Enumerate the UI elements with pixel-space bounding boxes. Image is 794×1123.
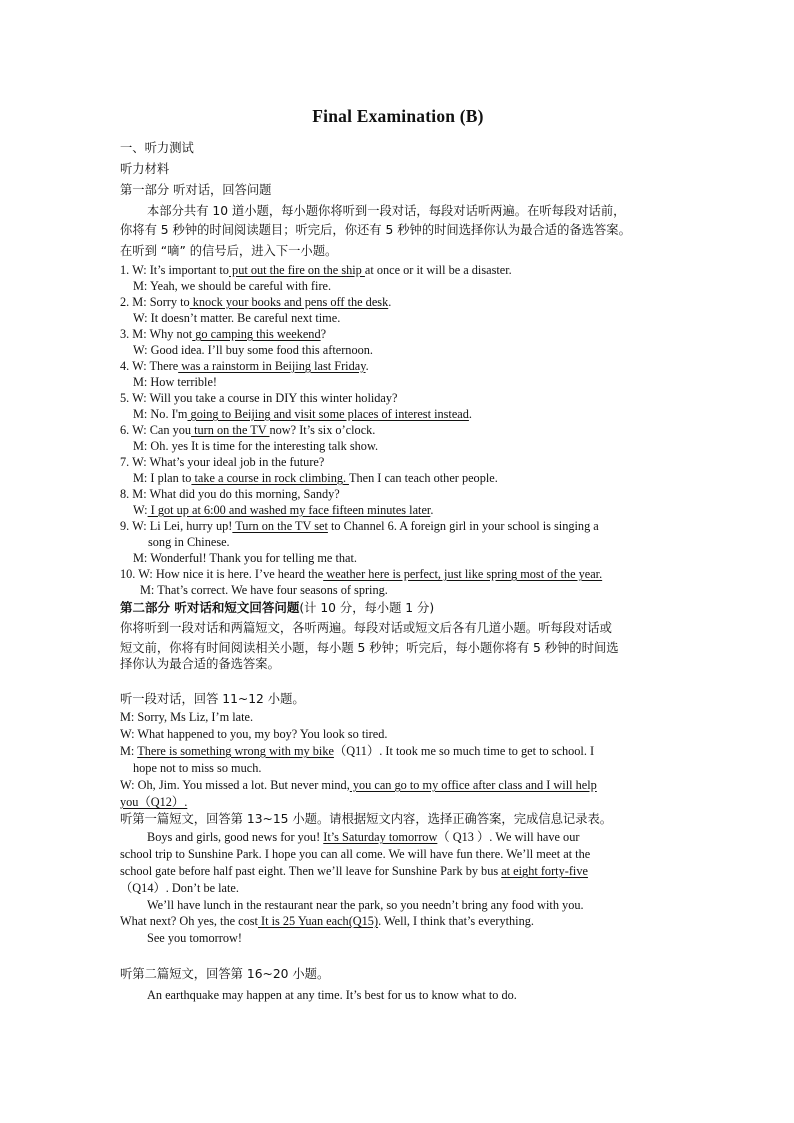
dialogue-line: M: I plan to take a course in rock climbing. Then I can teach other people. <box>133 471 498 485</box>
dialogue-line: W: What happened to you, my boy? You look so tired. <box>120 727 388 741</box>
exam-title: Final Examination (B) <box>312 106 484 126</box>
dialogue-line: W: Oh, Jim. You missed a lot. But never mind, you can go to my office after class and I will help <box>120 778 597 792</box>
answer-underline: knock your books and pens off the desk <box>189 295 389 309</box>
passage1-heading: 听第一篇短文，回答第 13~15 小题。请根据短文内容，选择正确答案，完成信息记录表。 <box>120 812 613 826</box>
part1-instruction-line: 本部分共有 10 道小题，每小题你将听到一段对话，每段对话听两遍。在听每段对话前， <box>147 204 626 218</box>
answer-underline: take a course in rock climbing. <box>191 471 349 485</box>
dialogue-line: 4. W: There was a rainstorm in Beijing last Friday. <box>120 359 369 373</box>
dialogue-line: 6. W: Can you turn on the TV now? It’s six o’clock. <box>120 423 376 437</box>
section-heading: 一、听力测试 <box>120 141 194 155</box>
dialogue-line: M: Sorry, Ms Liz, I’m late. <box>120 710 254 724</box>
part2-heading: 第二部分 听对话和短文回答问题(计 10 分，每小题 1 分) <box>120 600 435 615</box>
answer-underline: you can go to my office after class and I will help <box>349 778 597 792</box>
dialogue-line: M: Oh. yes It is time for the interesting talk show. <box>133 439 379 453</box>
dialogue-line: M: Wonderful! Thank you for telling me that. <box>133 551 357 565</box>
answer-underline: It is 25 Yuan each(Q15) <box>257 914 379 928</box>
answer-underline: There is something wrong with my bike <box>137 744 334 758</box>
passage-line: An earthquake may happen at any time. It’s best for us to know what to do. <box>147 988 517 1002</box>
part2-instruction-line: 你将听到一段对话和两篇短文，各听两遍。每段对话或短文后各有几道小题。听每段对话或 <box>120 621 612 635</box>
passage-line: What next? Oh yes, the cost It is 25 Yuan each(Q15). Well, I think that’s everything. <box>120 914 534 928</box>
dialogue-line: M: No. I'm going to Beijing and visit some places of interest instead. <box>133 407 472 421</box>
answer-underline: going to Beijing and visit some places of interest instead <box>187 407 469 421</box>
passage-line: （Q14）. Don’t be late. <box>120 881 239 895</box>
part2-instruction-line: 择你认为最合适的备选答案。 <box>120 657 280 671</box>
dialogue-line: M: Yeah, we should be careful with fire. <box>133 279 332 293</box>
part1-instruction-line: 在听到 “嘀” 的信号后，进入下一小题。 <box>120 244 338 258</box>
dialogue-heading: 听一段对话，回答 11~12 小题。 <box>120 692 305 706</box>
part1-heading: 第一部分 听对话，回答问题 <box>120 183 272 197</box>
passage-line: school gate before half past eight. Then we’ll leave for Sunshine Park by bus at eight forty-five <box>120 864 588 878</box>
answer-underline: go camping this weekend <box>192 327 321 341</box>
dialogue-line: M: How terrible! <box>133 375 218 389</box>
dialogue-line: M: That’s correct. We have four seasons of spring. <box>140 583 388 597</box>
answer-underline: at eight forty-five <box>501 864 588 878</box>
answer-underline: put out the fire on the ship <box>228 263 365 277</box>
materials-heading: 听力材料 <box>120 162 170 176</box>
dialogue-line: 3. M: Why not go camping this weekend? <box>120 327 327 341</box>
passage-line: We’ll have lunch in the restaurant near the park, so you needn’t bring any food with you. <box>147 898 584 912</box>
answer-underline: turn on the TV <box>191 423 270 437</box>
answer-underline: was a rainstorm in Beijing last Friday <box>178 359 366 373</box>
passage-line: Boys and girls, good news for you! It’s Saturday tomorrow（ Q13 ）. We will have our <box>147 830 580 844</box>
part2-instruction-line: 短文前，你将有时间阅读相关小题，每小题 5 秒钟；听完后，每小题你将有 5 秒钟的时间选 <box>120 641 619 655</box>
passage2-heading: 听第二篇短文，回答第 16~20 小题。 <box>120 967 330 981</box>
answer-underline: weather here is perfect, just like spring most of the year. <box>323 567 603 581</box>
dialogue-line <box>120 794 187 810</box>
dialogue-line: hope not to miss so much. <box>133 761 262 775</box>
answer-underline: It’s Saturday tomorrow <box>323 830 438 844</box>
dialogue-line: 10. W: How nice it is here. I’ve heard the weather here is perfect, just like spring most of the year. <box>120 567 603 581</box>
dialogue-line: M: There is something wrong with my bike（Q11）. It took me so much time to get to school. I <box>120 744 595 758</box>
dialogue-line: W: Good idea. I’ll buy some food this afternoon. <box>133 343 373 357</box>
answer-underline: Turn on the TV set <box>232 519 328 533</box>
answer-underline: I got up at 6:00 and washed my face fifteen minutes later <box>147 503 431 517</box>
dialogue-line: 2. M: Sorry to knock your books and pens off the desk. <box>120 295 392 309</box>
dialogue-line: 1. W: It’s important to put out the fire on the ship at once or it will be a disaster. <box>120 263 512 277</box>
part1-instruction-line: 你将有 5 秒钟的时间阅读题目；听完后，你还有 5 秒钟的时间选择你认为最合适的备选答案。 <box>120 223 631 237</box>
dialogue-line: 5. W: Will you take a course in DIY this winter holiday? <box>120 391 398 405</box>
dialogue-line: 7. W: What’s your ideal job in the future? <box>120 455 325 469</box>
dialogue-line: 8. M: What did you do this morning, Sandy? <box>120 487 340 501</box>
dialogue-line: 9. W: Li Lei, hurry up! Turn on the TV set to Channel 6. A foreign girl in your school is singing a <box>120 519 599 533</box>
dialogue-line: song in Chinese. <box>148 535 230 549</box>
answer-underline: you（Q12）. <box>120 795 188 809</box>
passage-line: See you tomorrow! <box>147 931 242 945</box>
dialogue-line: W: It doesn’t matter. Be careful next time. <box>133 311 341 325</box>
dialogue-line: W: I got up at 6:00 and washed my face fifteen minutes later. <box>133 503 434 517</box>
passage-line: school trip to Sunshine Park. I hope you can all come. We will have fun there. We’ll meet at the <box>120 847 591 861</box>
